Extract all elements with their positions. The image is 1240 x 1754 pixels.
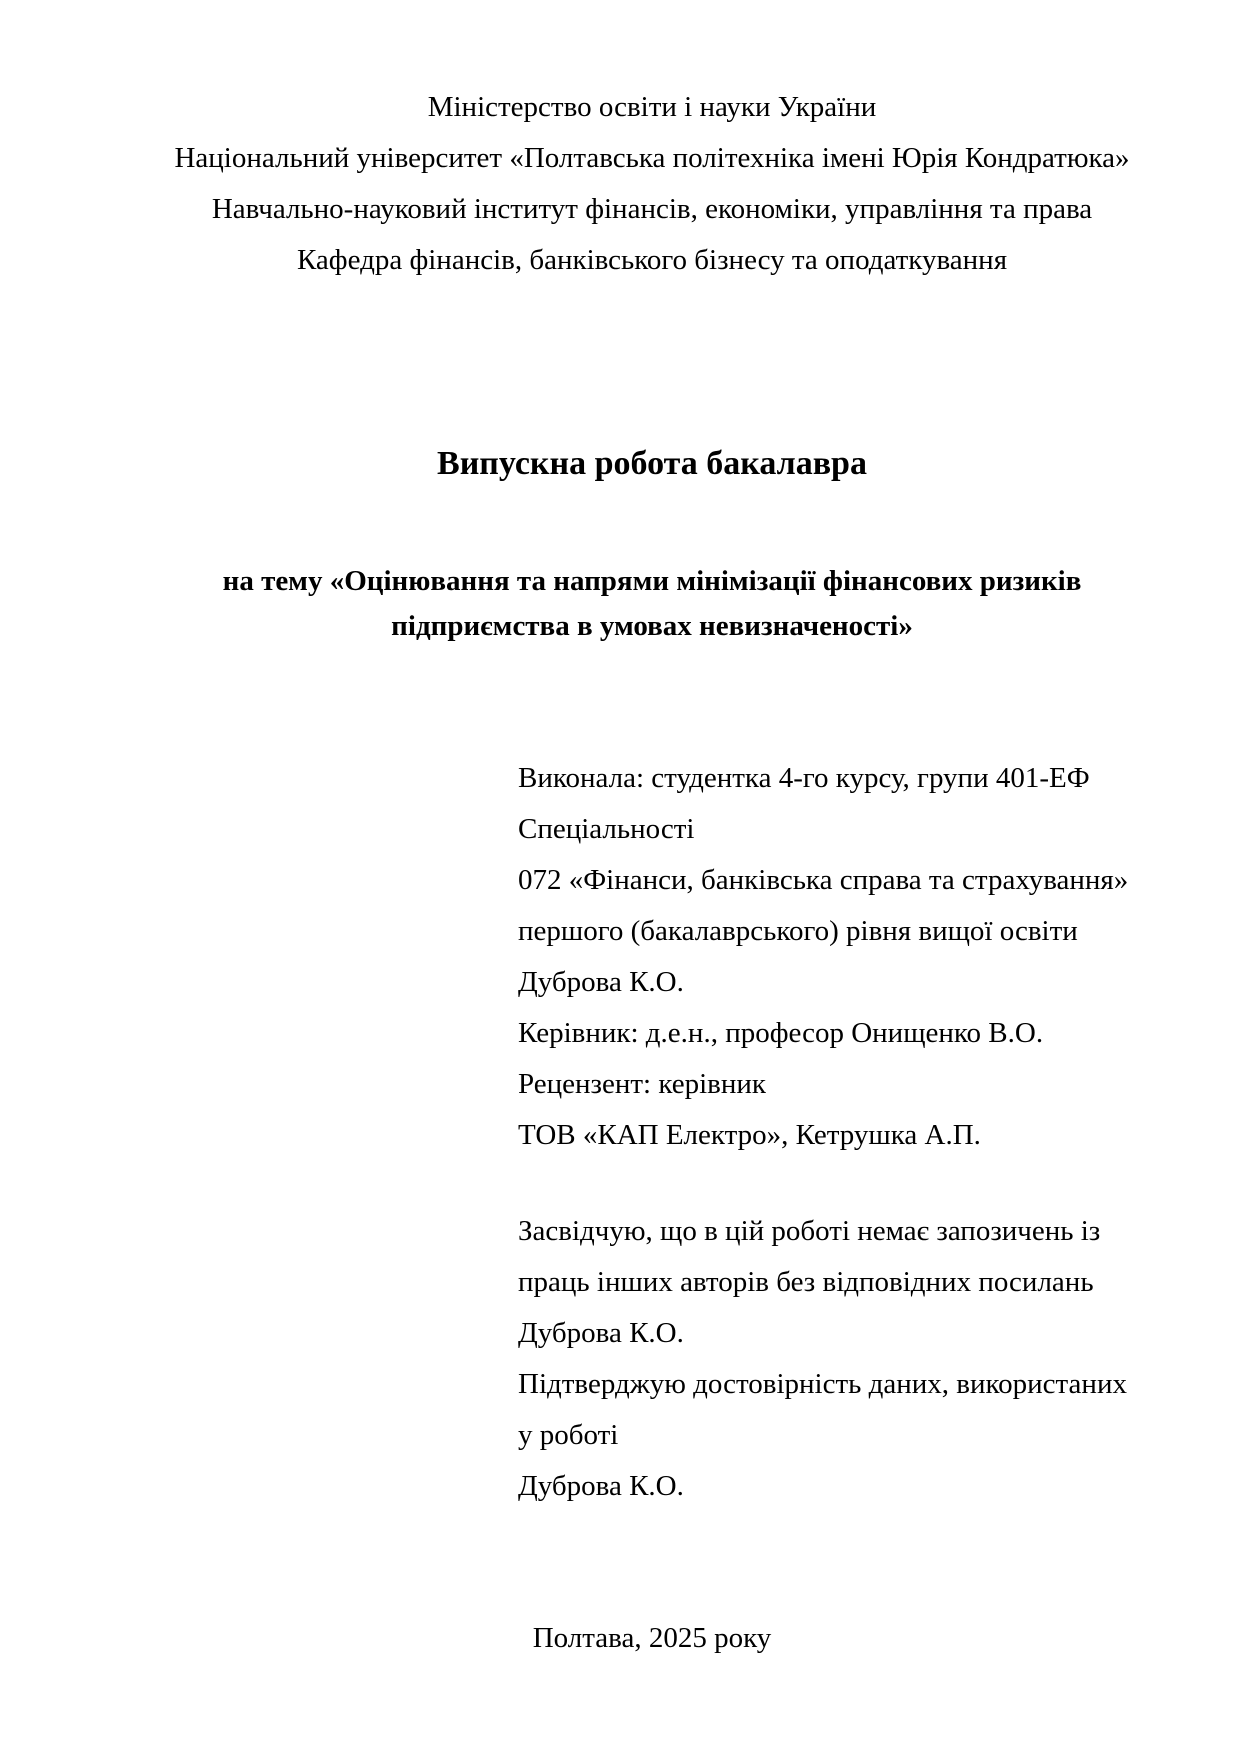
ministry-line: Міністерство освіти і науки України xyxy=(427,91,877,123)
topic-line-1: на тему «Оцінювання та напрями мінімізації фінансових ризиків xyxy=(222,565,1082,597)
institute-line: Навчально-науковий інститут фінансів, економіки, управління та права xyxy=(211,193,1093,225)
author-line: першого (бакалаврського) рівня вищої освіти xyxy=(518,915,1078,947)
city-year: Полтава, 2025 року xyxy=(532,1622,772,1654)
topic-line-2: підприємства в умовах невизначеності» xyxy=(391,610,913,642)
reviewer-line: Рецензент: керівник xyxy=(518,1068,766,1100)
university-line: Національний університет «Полтавська політехніка імені Юрія Кондратюка» xyxy=(174,142,1130,174)
department-line: Кафедра фінансів, банківського бізнесу та оподаткування xyxy=(296,244,1008,276)
declaration-line: Дуброва К.О. xyxy=(518,1470,684,1502)
author-line: 072 «Фінанси, банківська справа та страхування» xyxy=(518,864,1129,896)
author-line: Дуброва К.О. xyxy=(518,966,684,998)
author-line: Виконала: студентка 4-го курсу, групи 401-ЕФ xyxy=(518,762,1090,794)
supervisor-line: Керівник: д.е.н., професор Онищенко В.О. xyxy=(518,1017,1044,1049)
author-line: Спеціальності xyxy=(518,813,695,845)
document-title: Випускна робота бакалавра xyxy=(437,445,867,482)
reviewer-line: ТОВ «КАП Електро», Кетрушка А.П. xyxy=(518,1119,981,1151)
declaration-line: Підтверджую достовірність даних, використаних xyxy=(518,1368,1127,1400)
declaration-line: праць інших авторів без відповідних посилань xyxy=(518,1266,1094,1298)
declaration-line: Засвідчую, що в цій роботі немає запозичень із xyxy=(518,1215,1101,1247)
declaration-line: у роботі xyxy=(518,1419,619,1451)
declaration-line: Дуброва К.О. xyxy=(518,1317,684,1349)
